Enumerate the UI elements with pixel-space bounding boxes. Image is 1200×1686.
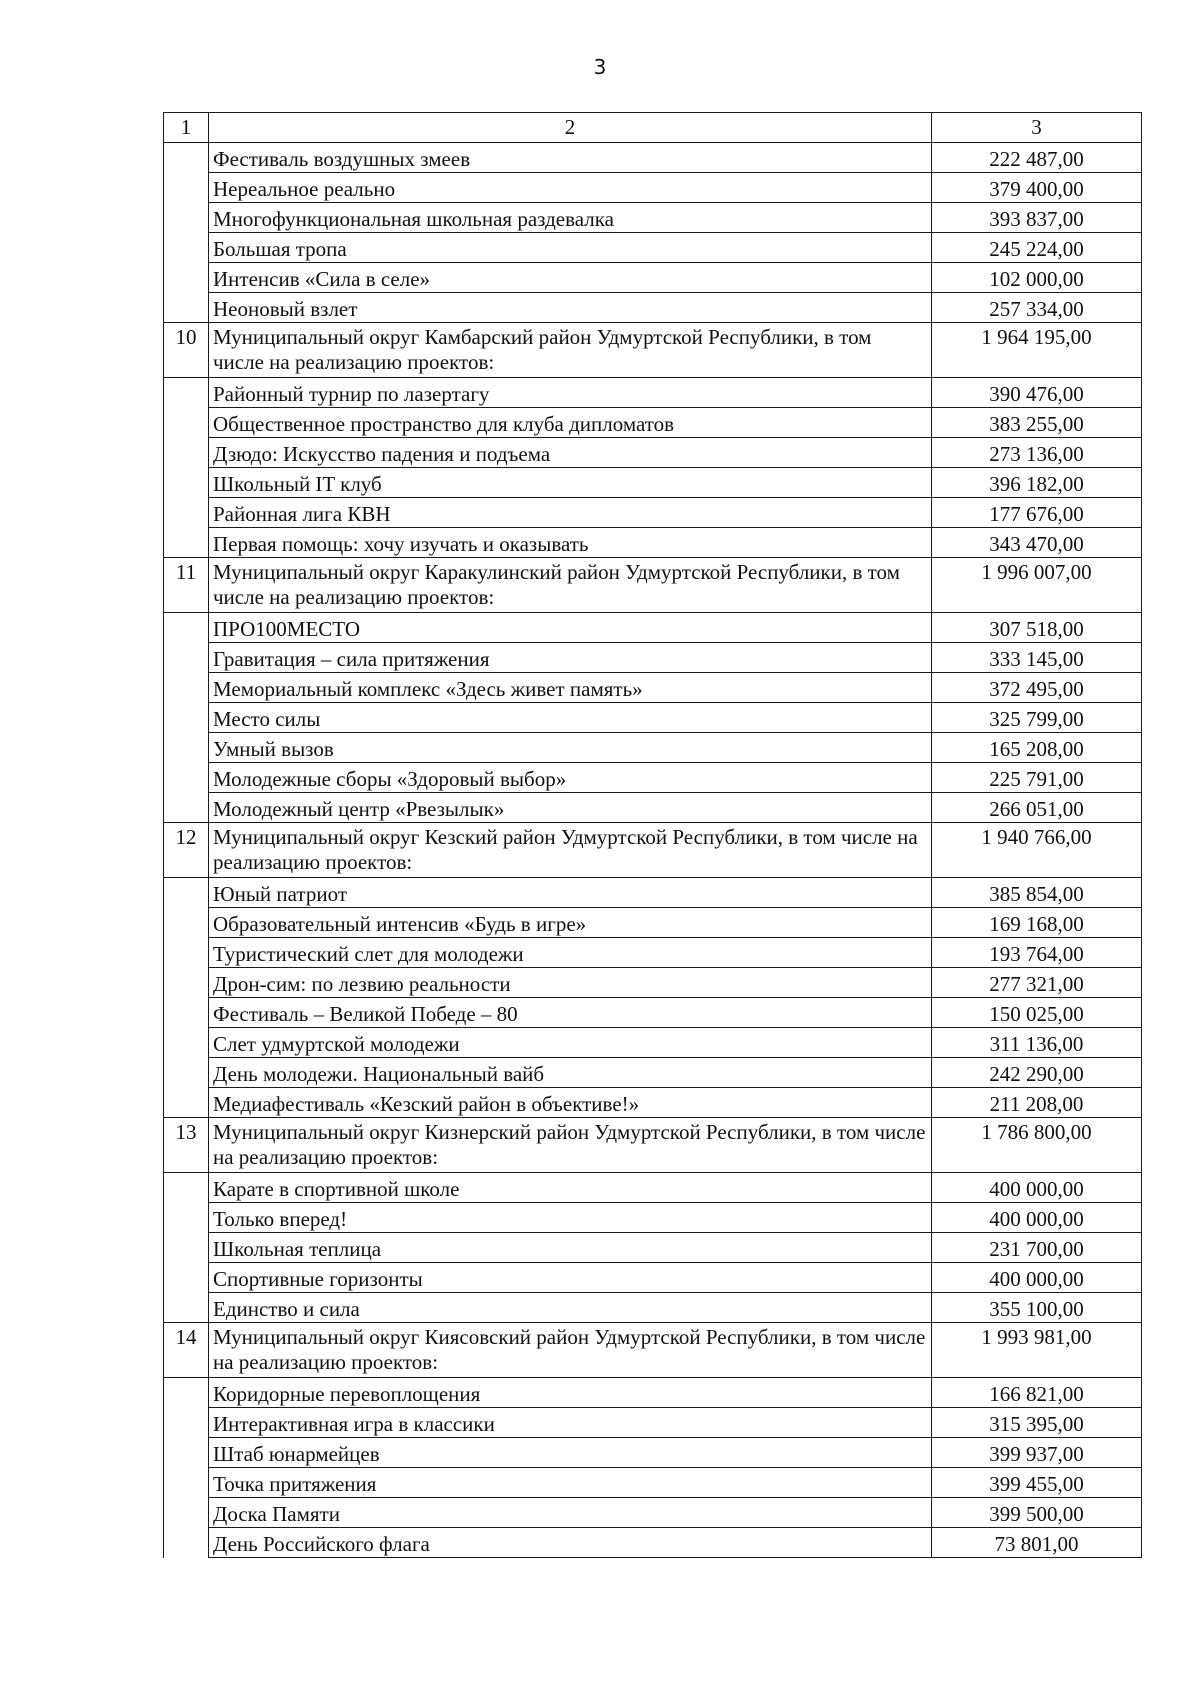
project-row — [164, 878, 1142, 908]
row-number-blank — [164, 1378, 209, 1408]
project-name: Единство и сила — [209, 1293, 932, 1323]
row-number-blank — [164, 293, 209, 323]
row-number-blank — [164, 143, 209, 173]
row-number-blank — [164, 1028, 209, 1058]
project-row — [164, 233, 1142, 263]
project-amount: 266 051,00 — [932, 793, 1142, 823]
project-amount: 393 837,00 — [932, 203, 1142, 233]
row-number-blank — [164, 378, 209, 408]
project-amount: 177 676,00 — [932, 498, 1142, 528]
district-row — [164, 823, 1142, 878]
project-amount: 399 500,00 — [932, 1498, 1142, 1528]
project-row — [164, 1293, 1142, 1323]
page-number: 3 — [593, 55, 607, 79]
project-name: Школьная теплица — [209, 1233, 932, 1263]
district-amount: 1 964 195,00 — [932, 323, 1142, 378]
project-row — [164, 643, 1142, 673]
row-number-blank — [164, 673, 209, 703]
project-amount: 73 801,00 — [932, 1528, 1142, 1558]
row-number-blank — [164, 763, 209, 793]
project-name: Общественное пространство для клуба дипломатов — [209, 408, 932, 438]
project-row — [164, 378, 1142, 408]
project-row — [164, 1408, 1142, 1438]
project-row — [164, 1378, 1142, 1408]
table-body — [164, 143, 1142, 1558]
project-name: Спортивные горизонты — [209, 1263, 932, 1293]
project-amount: 379 400,00 — [932, 173, 1142, 203]
header-col-3: 3 — [932, 113, 1142, 143]
row-number-blank — [164, 1058, 209, 1088]
project-amount: 245 224,00 — [932, 233, 1142, 263]
row-number-blank — [164, 733, 209, 763]
district-name: Муниципальный округ Киясовский район Удмуртской Республики, в том числе на реализацию проектов: — [209, 1323, 932, 1378]
project-amount: 193 764,00 — [932, 938, 1142, 968]
project-amount: 383 255,00 — [932, 408, 1142, 438]
table-header-row — [164, 113, 1142, 143]
project-amount: 355 100,00 — [932, 1293, 1142, 1323]
project-name: Дрон-сим: по лезвию реальности — [209, 968, 932, 998]
project-row — [164, 1028, 1142, 1058]
project-row — [164, 1263, 1142, 1293]
project-row — [164, 438, 1142, 468]
project-row — [164, 1498, 1142, 1528]
project-amount: 315 395,00 — [932, 1408, 1142, 1438]
project-name: Умный вызов — [209, 733, 932, 763]
project-row — [164, 1203, 1142, 1233]
project-name: ПРО100МЕСТО — [209, 613, 932, 643]
project-name: Штаб юнармейцев — [209, 1438, 932, 1468]
project-amount: 400 000,00 — [932, 1173, 1142, 1203]
project-name: Молодежный центр «Рвезылык» — [209, 793, 932, 823]
row-number-blank — [164, 203, 209, 233]
row-number-blank — [164, 793, 209, 823]
project-row — [164, 908, 1142, 938]
project-name: Дзюдо: Искусство падения и подъема — [209, 438, 932, 468]
project-amount: 273 136,00 — [932, 438, 1142, 468]
project-amount: 222 487,00 — [932, 143, 1142, 173]
project-amount: 211 208,00 — [932, 1088, 1142, 1118]
project-amount: 257 334,00 — [932, 293, 1142, 323]
project-amount: 325 799,00 — [932, 703, 1142, 733]
project-amount: 311 136,00 — [932, 1028, 1142, 1058]
district-name: Муниципальный округ Камбарский район Удмуртской Республики, в том числе на реализацию проектов: — [209, 323, 932, 378]
row-number-blank — [164, 1203, 209, 1233]
row-number-blank — [164, 468, 209, 498]
row-number-blank — [164, 438, 209, 468]
project-name: Туристический слет для молодежи — [209, 938, 932, 968]
project-name: Точка притяжения — [209, 1468, 932, 1498]
project-row — [164, 1058, 1142, 1088]
district-row — [164, 1323, 1142, 1378]
project-amount: 372 495,00 — [932, 673, 1142, 703]
project-name: Медиафестиваль «Кезский район в объективе!» — [209, 1088, 932, 1118]
project-row — [164, 1233, 1142, 1263]
project-row — [164, 613, 1142, 643]
project-name: Место силы — [209, 703, 932, 733]
row-number: 13 — [164, 1118, 209, 1173]
funding-table — [163, 112, 1142, 1558]
district-amount: 1 786 800,00 — [932, 1118, 1142, 1173]
row-number-blank — [164, 878, 209, 908]
project-amount: 307 518,00 — [932, 613, 1142, 643]
project-row — [164, 263, 1142, 293]
project-name: Карате в спортивной школе — [209, 1173, 932, 1203]
project-amount: 102 000,00 — [932, 263, 1142, 293]
project-name: Школьный IT клуб — [209, 468, 932, 498]
project-row — [164, 408, 1142, 438]
project-name: Слет удмуртской молодежи — [209, 1028, 932, 1058]
project-name: Мемориальный комплекс «Здесь живет память» — [209, 673, 932, 703]
project-row — [164, 1528, 1142, 1558]
row-number-blank — [164, 613, 209, 643]
project-amount: 390 476,00 — [932, 378, 1142, 408]
district-row — [164, 1118, 1142, 1173]
project-amount: 150 025,00 — [932, 998, 1142, 1028]
project-row — [164, 143, 1142, 173]
project-amount: 277 321,00 — [932, 968, 1142, 998]
row-number-blank — [164, 938, 209, 968]
row-number-blank — [164, 968, 209, 998]
row-number-blank — [164, 1438, 209, 1468]
row-number-blank — [164, 1528, 209, 1558]
project-row — [164, 528, 1142, 558]
row-number-blank — [164, 998, 209, 1028]
project-row — [164, 293, 1142, 323]
project-row — [164, 1173, 1142, 1203]
row-number-blank — [164, 1088, 209, 1118]
district-amount: 1 993 981,00 — [932, 1323, 1142, 1378]
project-name: Большая тропа — [209, 233, 932, 263]
project-name: Доска Памяти — [209, 1498, 932, 1528]
row-number-blank — [164, 173, 209, 203]
row-number-blank — [164, 263, 209, 293]
project-amount: 225 791,00 — [932, 763, 1142, 793]
row-number: 14 — [164, 1323, 209, 1378]
project-row — [164, 203, 1142, 233]
project-name: Юный патриот — [209, 878, 932, 908]
project-amount: 385 854,00 — [932, 878, 1142, 908]
district-row — [164, 558, 1142, 613]
project-name: Фестиваль – Великой Победе – 80 — [209, 998, 932, 1028]
project-amount: 396 182,00 — [932, 468, 1142, 498]
project-amount: 231 700,00 — [932, 1233, 1142, 1263]
row-number-blank — [164, 1468, 209, 1498]
project-amount: 399 455,00 — [932, 1468, 1142, 1498]
project-amount: 165 208,00 — [932, 733, 1142, 763]
project-row — [164, 673, 1142, 703]
project-row — [164, 938, 1142, 968]
district-name: Муниципальный округ Каракулинский район Удмуртской Республики, в том числе на реализацию проектов: — [209, 558, 932, 613]
project-name: Гравитация – сила притяжения — [209, 643, 932, 673]
project-row — [164, 1088, 1142, 1118]
project-row — [164, 703, 1142, 733]
row-number: 10 — [164, 323, 209, 378]
project-amount: 343 470,00 — [932, 528, 1142, 558]
project-name: Многофункциональная школьная раздевалка — [209, 203, 932, 233]
header-col-1: 1 — [164, 113, 209, 143]
project-row — [164, 793, 1142, 823]
row-number-blank — [164, 908, 209, 938]
row-number-blank — [164, 233, 209, 263]
project-row — [164, 498, 1142, 528]
row-number-blank — [164, 408, 209, 438]
project-amount: 399 937,00 — [932, 1438, 1142, 1468]
project-name: Интерактивная игра в классики — [209, 1408, 932, 1438]
row-number-blank — [164, 703, 209, 733]
district-name: Муниципальный округ Кезский район Удмуртской Республики, в том числе на реализацию проектов: — [209, 823, 932, 878]
project-name: День молодежи. Национальный вайб — [209, 1058, 932, 1088]
project-name: Районная лига КВН — [209, 498, 932, 528]
row-number-blank — [164, 1293, 209, 1323]
project-name: Только вперед! — [209, 1203, 932, 1233]
project-amount: 400 000,00 — [932, 1263, 1142, 1293]
project-row — [164, 173, 1142, 203]
project-row — [164, 468, 1142, 498]
project-name: Молодежные сборы «Здоровый выбор» — [209, 763, 932, 793]
project-name: Образовательный интенсив «Будь в игре» — [209, 908, 932, 938]
district-row — [164, 323, 1142, 378]
project-amount: 400 000,00 — [932, 1203, 1142, 1233]
project-row — [164, 1468, 1142, 1498]
district-amount: 1 996 007,00 — [932, 558, 1142, 613]
row-number: 12 — [164, 823, 209, 878]
project-name: Интенсив «Сила в селе» — [209, 263, 932, 293]
row-number-blank — [164, 1498, 209, 1528]
district-amount: 1 940 766,00 — [932, 823, 1142, 878]
header-col-2: 2 — [209, 113, 932, 143]
project-row — [164, 968, 1142, 998]
project-name: Нереальное реально — [209, 173, 932, 203]
project-amount: 169 168,00 — [932, 908, 1142, 938]
project-row — [164, 733, 1142, 763]
project-name: Районный турнир по лазертагу — [209, 378, 932, 408]
row-number-blank — [164, 1173, 209, 1203]
row-number-blank — [164, 1408, 209, 1438]
project-amount: 242 290,00 — [932, 1058, 1142, 1088]
row-number-blank — [164, 1263, 209, 1293]
row-number: 11 — [164, 558, 209, 613]
project-name: Фестиваль воздушных змеев — [209, 143, 932, 173]
project-name: Первая помощь: хочу изучать и оказывать — [209, 528, 932, 558]
project-name: Коридорные перевоплощения — [209, 1378, 932, 1408]
project-amount: 333 145,00 — [932, 643, 1142, 673]
row-number-blank — [164, 528, 209, 558]
project-row — [164, 1438, 1142, 1468]
project-row — [164, 998, 1142, 1028]
row-number-blank — [164, 1233, 209, 1263]
row-number-blank — [164, 498, 209, 528]
project-amount: 166 821,00 — [932, 1378, 1142, 1408]
project-name: День Российского флага — [209, 1528, 932, 1558]
row-number-blank — [164, 643, 209, 673]
project-name: Неоновый взлет — [209, 293, 932, 323]
district-name: Муниципальный округ Кизнерский район Удмуртской Республики, в том числе на реализацию проектов: — [209, 1118, 932, 1173]
project-row — [164, 763, 1142, 793]
